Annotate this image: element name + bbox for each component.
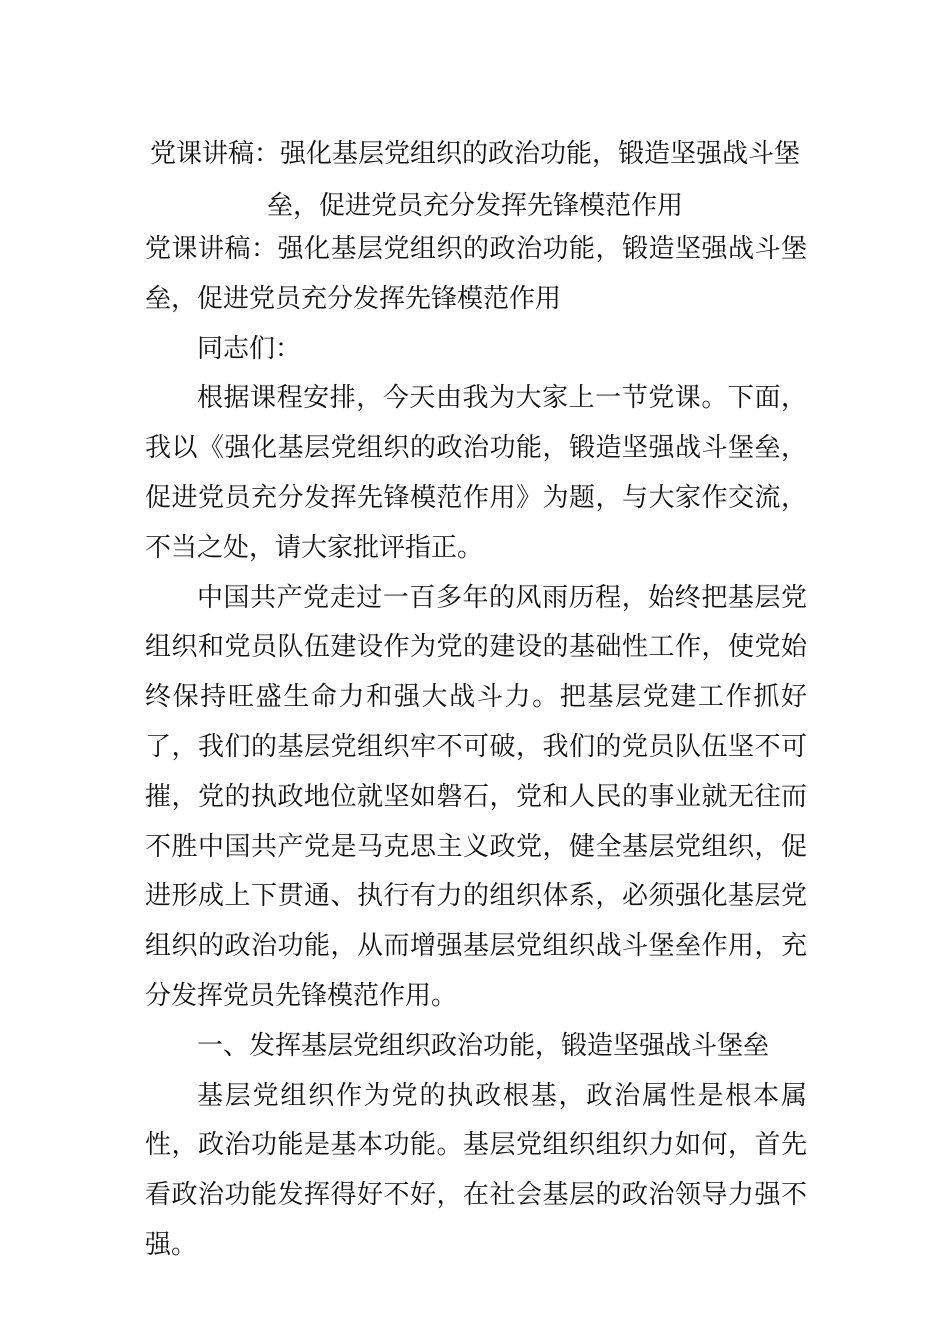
paragraph-intro: 根据课程安排，今天由我为大家上一节党课。下面，我以《强化基层党组织的政治功能，锻造坚强战斗堡垒，促进党员充分发挥先锋模范作用》为题，与大家作交流，不当之处，请大家批评指正。: [145, 383, 807, 563]
section-paragraph: 基层党组织作为党的执政根基，政治属性是根本属性，政治功能是基本功能。基层党组织组织力如何，首先看政治功能发挥得好不好，在社会基层的政治领导力强不强。: [145, 1080, 807, 1260]
document-body: [145, 225, 807, 1271]
greeting: 同志们：: [197, 333, 302, 364]
title-repeat: 党课讲稿：强化基层党组织的政治功能，锻造坚强战斗堡垒，促进党员充分发挥先锋模范作用: [145, 234, 807, 314]
document-title: 党课讲稿：强化基层党组织的政治功能，锻造坚强战斗堡垒，促进党员充分发挥先锋模范作用: [149, 139, 800, 221]
paragraph-history: 中国共产党走过一百多年的风雨历程，始终把基层党组织和党员队伍建设作为党的建设的基础性工作，使党始终保持旺盛生命力和强大战斗力。把基层党建工作抓好了，我们的基层党组织牢不可破，我们的党员队伍坚不可摧，党的执政地位就坚如磐石，党和人民的事业就无往而不胜中国共产党是马克思主义政党，健全基层党组织，促进形成上下贯通、执行有力的组织体系，必须强化基层党组织的政治功能，从而增强基层党组织战斗堡垒作用，充分发挥党员先锋模范作用。: [145, 582, 807, 1011]
section-heading: 一、发挥基层党组织政治功能，锻造坚强战斗堡垒: [197, 1030, 770, 1061]
